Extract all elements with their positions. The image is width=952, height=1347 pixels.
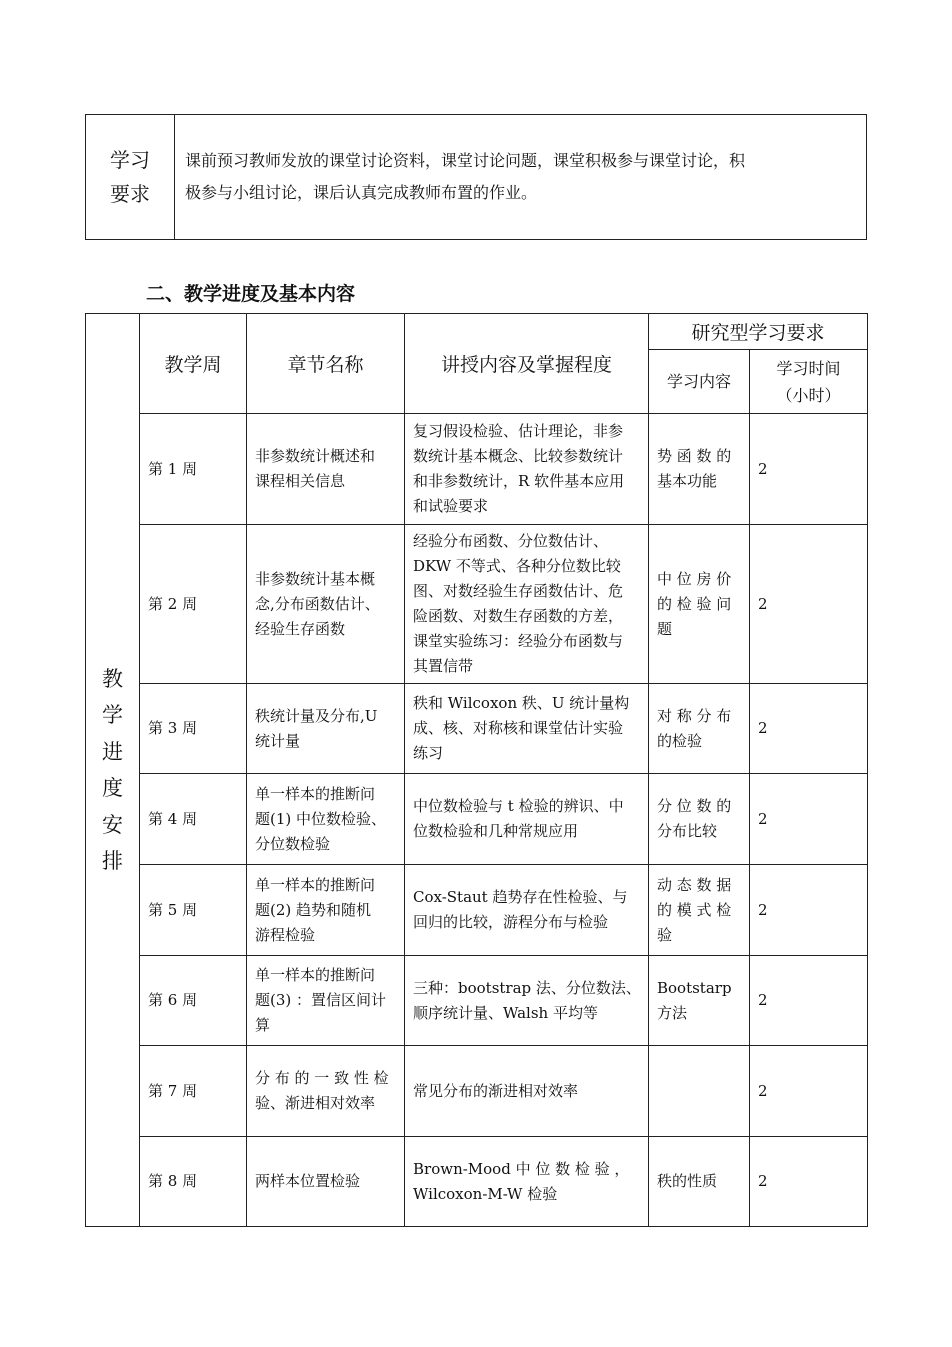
week-cell: 第 3 周 xyxy=(140,684,247,774)
week-cell: 第 2 周 xyxy=(140,525,247,684)
header-study-content: 学习内容 xyxy=(649,350,750,414)
cell-line: 顺序统计量、Walsh 平均等 xyxy=(413,1003,598,1022)
week-cell: 第 5 周 xyxy=(140,865,247,956)
cell-line: 图、对数经验生存函数估计、危 xyxy=(413,582,624,600)
study-cell xyxy=(649,414,750,525)
table-row xyxy=(86,684,868,774)
week-cell: 第 7 周 xyxy=(140,1046,247,1137)
chapter-cell xyxy=(247,774,405,865)
week-cell: 第 4 周 xyxy=(140,774,247,865)
cell-line: 练习 xyxy=(413,744,444,762)
content-cell xyxy=(405,525,649,684)
study-cell xyxy=(649,1137,750,1227)
cell-line: 险函数、对数生存函数的方差， xyxy=(413,607,624,625)
cell-line: 分 位 数 的 xyxy=(657,797,732,815)
chapter-cell xyxy=(247,1137,405,1227)
study-cell xyxy=(649,774,750,865)
cell-line: 的检验 xyxy=(657,731,703,750)
cell-line: 回归的比较，游程分布与检验 xyxy=(413,913,609,931)
cell-line: 经验生存函数 xyxy=(255,619,346,638)
header-study-time xyxy=(750,350,868,414)
cell-line: 验 xyxy=(657,925,673,944)
cell-line: 和非参数统计，R 软件基本应用 xyxy=(413,472,625,490)
requirements-label-line: 学习 xyxy=(110,148,150,172)
cell-line: 分布比较 xyxy=(657,822,718,840)
cell-line: 单一样本的推断问 xyxy=(255,966,376,984)
cell-line: Bootstarp xyxy=(657,978,732,997)
cell-line: 的 检 验 问 xyxy=(657,594,732,613)
content-cell xyxy=(405,956,649,1046)
cell-line: 单一样本的推断问 xyxy=(255,784,376,803)
table-row xyxy=(86,1137,868,1227)
cell-line: 的 模 式 检 xyxy=(657,900,732,919)
cell-line: DKW 不等式、各种分位数比较 xyxy=(413,557,621,575)
header-chapter: 章节名称 xyxy=(247,314,405,414)
cell-line: 秩和 Wilcoxon 秩、U 统计量构 xyxy=(413,694,630,712)
hours-cell: 2 xyxy=(750,865,868,956)
chapter-cell xyxy=(247,684,405,774)
side-label-char: 度 xyxy=(102,776,123,800)
cell-line: 题(1) 中位数检验、 xyxy=(255,809,387,828)
hours-cell: 2 xyxy=(750,414,868,525)
cell-line: 分 布 的 一 致 性 检 xyxy=(255,1069,389,1087)
week-cell: 第 1 周 xyxy=(140,414,247,525)
cell-line: 题 xyxy=(657,619,673,638)
side-label-char: 进 xyxy=(102,739,123,764)
table-row xyxy=(86,774,868,865)
content-cell xyxy=(405,1046,649,1137)
chapter-cell xyxy=(247,1046,405,1137)
cell-line: Wilcoxon-M-W 检验 xyxy=(413,1184,558,1203)
cell-line: 秩的性质 xyxy=(657,1172,718,1190)
side-label-char: 安 xyxy=(102,812,123,837)
cell-line: 方法 xyxy=(657,1003,688,1022)
cell-line: 课程相关信息 xyxy=(255,472,346,490)
cell-line: 分位数检验 xyxy=(255,834,331,853)
cell-line: 势 函 数 的 xyxy=(657,447,732,465)
side-label-char: 排 xyxy=(102,849,123,873)
study-cell xyxy=(649,1046,750,1137)
table-row xyxy=(86,1046,868,1137)
requirements-text xyxy=(175,115,867,240)
study-cell xyxy=(649,525,750,684)
cell-line: 题(2) 趋势和随机 xyxy=(255,900,372,919)
cell-line: 游程检验 xyxy=(255,925,316,944)
cell-line: Cox-Staut 趋势存在性检验、与 xyxy=(413,888,628,906)
requirements-text-line: 课前预习教师发放的课堂讨论资料，课堂讨论问题，课堂积极参与课堂讨论，积 xyxy=(185,151,746,170)
content-cell xyxy=(405,774,649,865)
hours-cell: 2 xyxy=(750,1046,868,1137)
chapter-cell xyxy=(247,414,405,525)
hours-cell: 2 xyxy=(750,684,868,774)
cell-line: 位数检验和几种常规应用 xyxy=(413,822,579,840)
hours-cell: 2 xyxy=(750,525,868,684)
week-cell: 第 8 周 xyxy=(140,1137,247,1227)
cell-line: 三种：bootstrap 法、分位数法、 xyxy=(413,978,641,997)
cell-line: 统计量 xyxy=(255,731,301,750)
cell-line: 中 位 房 价 xyxy=(657,569,732,588)
cell-line: 非参数统计基本概 xyxy=(255,569,376,588)
cell-line: 经验分布函数、分位数估计、 xyxy=(413,532,609,550)
header-study-time-line: 学习时间 xyxy=(776,358,841,378)
cell-line: 秩统计量及分布,U xyxy=(255,706,378,725)
cell-line: 念,分布函数估计、 xyxy=(255,594,380,613)
study-cell xyxy=(649,684,750,774)
cell-line: 中位数检验与 t 检验的辨识、中 xyxy=(413,797,624,815)
hours-cell: 2 xyxy=(750,774,868,865)
table-row xyxy=(86,956,868,1046)
study-cell xyxy=(649,865,750,956)
chapter-cell xyxy=(247,956,405,1046)
cell-line: Brown-Mood 中 位 数 检 验 ， xyxy=(413,1159,630,1178)
table-row xyxy=(86,865,868,956)
hours-cell: 2 xyxy=(750,956,868,1046)
requirements-label xyxy=(86,115,175,240)
chapter-cell xyxy=(247,865,405,956)
requirements-label-line: 要求 xyxy=(110,182,150,206)
header-study-time-line: （小时） xyxy=(776,385,841,405)
schedule-table xyxy=(85,313,868,1227)
cell-line: 常见分布的渐进相对效率 xyxy=(413,1081,579,1100)
chapter-cell xyxy=(247,525,405,684)
cell-line: 复习假设检验、估计理论，非参 xyxy=(413,422,624,440)
cell-line: 两样本位置检验 xyxy=(255,1172,361,1190)
cell-line: 对 称 分 布 xyxy=(657,706,732,725)
content-cell xyxy=(405,414,649,525)
content-cell xyxy=(405,684,649,774)
requirements-text-line: 极参与小组讨论，课后认真完成教师布置的作业。 xyxy=(185,183,538,202)
side-label-char: 学 xyxy=(102,703,123,727)
cell-line: 算 xyxy=(255,1016,271,1034)
study-cell xyxy=(649,956,750,1046)
table-row xyxy=(86,414,868,525)
side-label-char: 教 xyxy=(102,666,123,691)
cell-line: 单一样本的推断问 xyxy=(255,875,376,894)
cell-line: 验、渐进相对效率 xyxy=(255,1094,376,1112)
cell-line: 成、核、对称核和课堂估计实验 xyxy=(413,719,624,737)
cell-line: 基本功能 xyxy=(657,472,718,490)
table-row xyxy=(86,525,868,684)
header-content: 讲授内容及掌握程度 xyxy=(405,314,649,414)
schedule-side-label xyxy=(86,314,140,1227)
header-week: 教学周 xyxy=(140,314,247,414)
section-title: 二、教学进度及基本内容 xyxy=(146,283,356,305)
content-cell xyxy=(405,1137,649,1227)
cell-line: 其置信带 xyxy=(413,657,474,675)
week-cell: 第 6 周 xyxy=(140,956,247,1046)
header-research: 研究型学习要求 xyxy=(649,314,868,350)
cell-line: 动 态 数 据 xyxy=(657,875,732,894)
requirements-table xyxy=(85,114,867,240)
cell-line: 非参数统计概述和 xyxy=(255,447,376,465)
cell-line: 题(3) ：置信区间计 xyxy=(255,991,387,1009)
cell-line: 课堂实验练习：经验分布函数与 xyxy=(413,632,624,650)
hours-cell: 2 xyxy=(750,1137,868,1227)
cell-line: 和试验要求 xyxy=(413,497,489,515)
cell-line: 数统计基本概念、比较参数统计 xyxy=(413,447,624,465)
content-cell xyxy=(405,865,649,956)
